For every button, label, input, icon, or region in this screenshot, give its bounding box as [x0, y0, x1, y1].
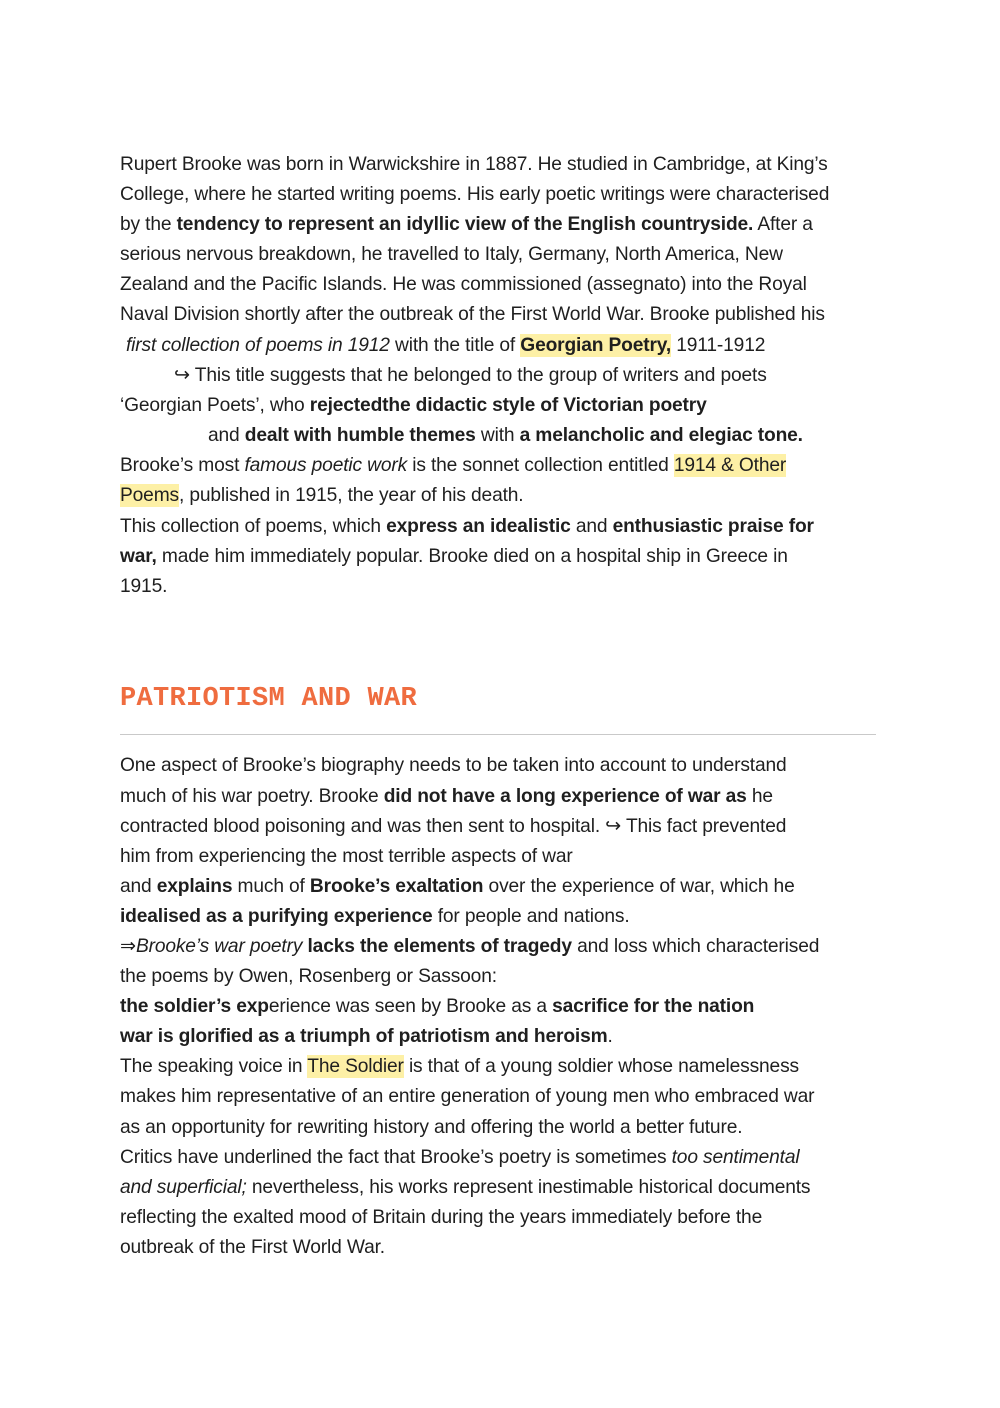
text-line: Naval Division shortly after the outbreak of the First World War. Brooke published his [120, 304, 825, 326]
text-line: reflecting the exalted mood of Britain during the years immediately before the [120, 1206, 763, 1228]
text-line: much of his war poetry. Brooke did not have a long experience of war as he [120, 785, 773, 807]
section-heading: PATRIOTISM AND WAR [120, 684, 418, 715]
bold-phrase: explains [156, 875, 233, 897]
bold-phrase: war, [120, 546, 157, 568]
text-line: Poems, published in 1915, the year of his death. [120, 485, 524, 507]
bold-phrase: express an idealistic [386, 516, 571, 538]
bold-phrase: dealt with humble themes [244, 424, 476, 446]
text-line: idealised as a purifying experience for people and nations. [120, 905, 630, 927]
text-line: One aspect of Brooke’s biography needs to be taken into account to understand [120, 755, 787, 777]
text-line: first collection of poems in 1912 with the title of Georgian Poetry, 1911-1912 [126, 334, 766, 356]
highlighted-title-1914: 1914 & Other [673, 454, 787, 476]
bold-phrase: rejectedthe didactic style of Victorian poetry [309, 394, 707, 416]
italic-phrase: too sentimental [671, 1146, 800, 1168]
text-line: outbreak of the First World War. [120, 1236, 385, 1258]
text-line: Zealand and the Pacific Islands. He was commissioned (assegnato) into the Royal [120, 274, 807, 296]
text-line: Rupert Brooke was born in Warwickshire in 1887. He studied in Cambridge, at King’s [120, 154, 828, 175]
text-line: him from experiencing the most terrible aspects of war [120, 845, 573, 867]
bold-phrase: Brooke’s exaltation [309, 875, 484, 897]
biography-paragraph [120, 150, 880, 602]
bold-phrase: did not have a long experience of war as [383, 785, 747, 807]
italic-phrase: famous poetic work [244, 454, 408, 476]
section-divider [120, 734, 876, 735]
text-line: 1915. [120, 576, 168, 598]
bold-phrase: a melancholic and elegiac tone. [519, 424, 803, 446]
text-line: as an opportunity for rewriting history and offering the world a better future. [120, 1116, 743, 1138]
text-line: Critics have underlined the fact that Brooke’s poetry is sometimes too sentimental [120, 1146, 800, 1168]
bold-phrase: idealised as a purifying experience [120, 905, 433, 927]
bold-phrase: war is glorified as a triumph of patriotism and heroism [120, 1026, 608, 1048]
text-line: This collection of poems, which express an idealistic and enthusiastic praise for [120, 516, 814, 538]
war-paragraph [120, 751, 880, 1263]
highlighted-title-the-soldier: The Soldier [307, 1056, 404, 1078]
text-line: by the tendency to represent an idyllic view of the English countryside. After a [120, 214, 813, 236]
text-line: the poems by Owen, Rosenberg or Sassoon: [120, 966, 497, 988]
italic-phrase: and superficial; [120, 1176, 247, 1198]
text-line: war, made him immediately popular. Brooke died on a hospital ship in Greece in [120, 546, 788, 568]
text-line: The speaking voice in The Soldier is that of a young soldier whose namelessness [120, 1056, 799, 1078]
bold-phrase: lacks the elements of tragedy [307, 935, 572, 957]
text-line: contracted blood poisoning and was then sent to hospital. ↪ This fact prevented [120, 815, 787, 837]
text-line: serious nervous breakdown, he travelled to Italy, Germany, North America, New [120, 244, 783, 266]
text-line: ⇒Brooke’s war poetry lacks the elements of tragedy and loss which characterised [120, 935, 820, 957]
text-line: Brooke’s most famous poetic work is the sonnet collection entitled 1914 & Other [120, 454, 787, 476]
bold-phrase: the soldier’s exp [120, 996, 269, 1018]
text-line: the soldier’s experience was seen by Brooke as a sacrifice for the nation [120, 996, 755, 1018]
text-line: College, where he started writing poems. His early poetic writings were characterised [120, 184, 830, 206]
bold-phrase: sacrifice for the nation [552, 996, 755, 1018]
italic-phrase: first collection of poems in 1912 [126, 334, 390, 356]
text-line: makes him representative of an entire generation of young men who embraced war [120, 1086, 815, 1108]
text-line: war is glorified as a triumph of patriotism and heroism. [120, 1026, 613, 1048]
text-line: ‘Georgian Poets’, who rejectedthe didactic style of Victorian poetry [120, 394, 707, 416]
bold-phrase: tendency to represent an idyllic view of the English countryside. [176, 214, 754, 236]
italic-phrase: Brooke’s war poetry [135, 935, 303, 957]
highlighted-title-poems: Poems [120, 485, 179, 507]
highlighted-title-georgian-poetry: Georgian Poetry, [520, 334, 672, 356]
document-page [120, 150, 880, 1263]
spacer [120, 602, 880, 684]
text-line: and explains much of Brooke’s exaltation over the experience of war, which he [120, 875, 795, 897]
bold-phrase: enthusiastic praise for [612, 516, 814, 538]
text-line: ↪ This title suggests that he belonged to the group of writers and poets [174, 364, 767, 386]
text-line: and dealt with humble themes with a melancholic and elegiac tone. [208, 424, 803, 446]
text-line: and superficial; nevertheless, his works represent inestimable historical documents [120, 1176, 811, 1198]
